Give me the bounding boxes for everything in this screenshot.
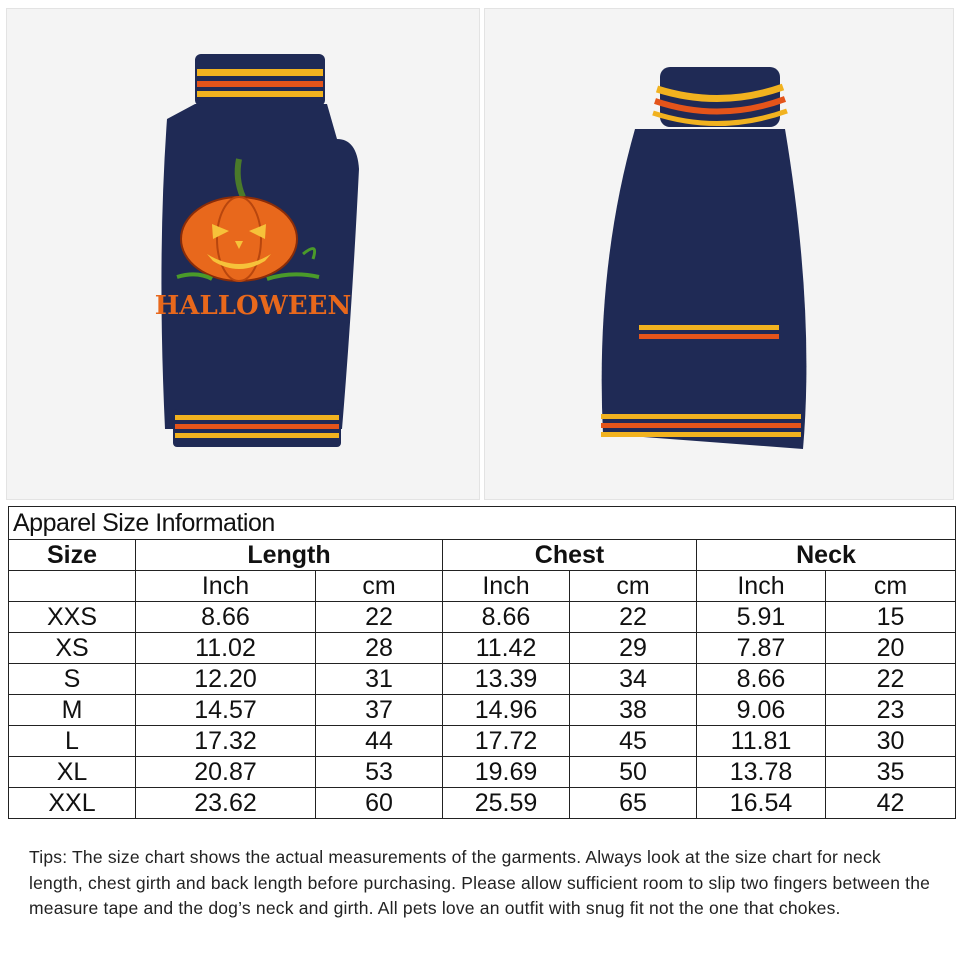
- sweater-back-icon: [485, 9, 953, 499]
- unit-length-inch: Inch: [136, 571, 316, 602]
- length-inch-cell: 12.20: [136, 664, 316, 695]
- length-cm-cell: 28: [316, 633, 443, 664]
- neck-inch-cell: 8.66: [697, 664, 826, 695]
- length-cm-cell: 53: [316, 757, 443, 788]
- neck-inch-cell: 11.81: [697, 726, 826, 757]
- size-cell: XXL: [9, 788, 136, 819]
- unit-neck-cm: cm: [826, 571, 956, 602]
- length-inch-cell: 23.62: [136, 788, 316, 819]
- tips-text: Tips: The size chart shows the actual measurements of the garments. Always look at the size chart for neck length, chest girth and back length before purchasing. Please allow sufficient room to slip two fingers between the measure tape and the dog’s neck and girth. All pets love an outfit with snug fit not the one that chokes.: [29, 847, 931, 918]
- size-cell: XXS: [9, 602, 136, 633]
- header-size: Size: [9, 540, 136, 571]
- chest-inch-cell: 8.66: [443, 602, 570, 633]
- sweater-front-icon: [7, 9, 479, 499]
- length-cm-cell: 60: [316, 788, 443, 819]
- table-row: [9, 633, 956, 664]
- length-cm-cell: 37: [316, 695, 443, 726]
- chest-inch-cell: 14.96: [443, 695, 570, 726]
- size-cell: L: [9, 726, 136, 757]
- length-cm-cell: 22: [316, 602, 443, 633]
- length-inch-cell: 11.02: [136, 633, 316, 664]
- neck-inch-cell: 16.54: [697, 788, 826, 819]
- length-inch-cell: 8.66: [136, 602, 316, 633]
- back-photo: [484, 8, 954, 500]
- header-chest: Chest: [443, 540, 697, 571]
- neck-cm-cell: 42: [826, 788, 956, 819]
- length-inch-cell: 20.87: [136, 757, 316, 788]
- neck-cm-cell: 23: [826, 695, 956, 726]
- neck-cm-cell: 20: [826, 633, 956, 664]
- neck-cm-cell: 15: [826, 602, 956, 633]
- chest-inch-cell: 17.72: [443, 726, 570, 757]
- neck-inch-cell: 9.06: [697, 695, 826, 726]
- neck-inch-cell: 13.78: [697, 757, 826, 788]
- chest-cm-cell: 65: [570, 788, 697, 819]
- length-inch-cell: 14.57: [136, 695, 316, 726]
- unit-neck-inch: Inch: [697, 571, 826, 602]
- chest-inch-cell: 25.59: [443, 788, 570, 819]
- length-cm-cell: 31: [316, 664, 443, 695]
- neck-cm-cell: 22: [826, 664, 956, 695]
- chest-cm-cell: 50: [570, 757, 697, 788]
- table-row: [9, 695, 956, 726]
- chest-cm-cell: 22: [570, 602, 697, 633]
- size-cell: XL: [9, 757, 136, 788]
- length-inch-cell: 17.32: [136, 726, 316, 757]
- neck-inch-cell: 5.91: [697, 602, 826, 633]
- chest-cm-cell: 45: [570, 726, 697, 757]
- front-photo: [6, 8, 480, 500]
- size-cell: XS: [9, 633, 136, 664]
- unit-blank: [9, 571, 136, 602]
- header-neck: Neck: [697, 540, 956, 571]
- size-table: [8, 506, 956, 819]
- neck-cm-cell: 30: [826, 726, 956, 757]
- table-row: [9, 726, 956, 757]
- neck-cm-cell: 35: [826, 757, 956, 788]
- chest-cm-cell: 29: [570, 633, 697, 664]
- size-cell: M: [9, 695, 136, 726]
- chest-inch-cell: 19.69: [443, 757, 570, 788]
- length-cm-cell: 44: [316, 726, 443, 757]
- halloween-text: HALLOWEEN: [154, 291, 352, 321]
- table-row: [9, 602, 956, 633]
- unit-chest-inch: Inch: [443, 571, 570, 602]
- size-cell: S: [9, 664, 136, 695]
- chest-inch-cell: 13.39: [443, 664, 570, 695]
- neck-inch-cell: 7.87: [697, 633, 826, 664]
- table-row: [9, 664, 956, 695]
- chest-cm-cell: 34: [570, 664, 697, 695]
- table-row: [9, 757, 956, 788]
- chest-inch-cell: 11.42: [443, 633, 570, 664]
- chest-cm-cell: 38: [570, 695, 697, 726]
- header-length: Length: [136, 540, 443, 571]
- table-caption: Apparel Size Information: [9, 507, 956, 540]
- unit-length-cm: cm: [316, 571, 443, 602]
- unit-chest-cm: cm: [570, 571, 697, 602]
- table-row: [9, 788, 956, 819]
